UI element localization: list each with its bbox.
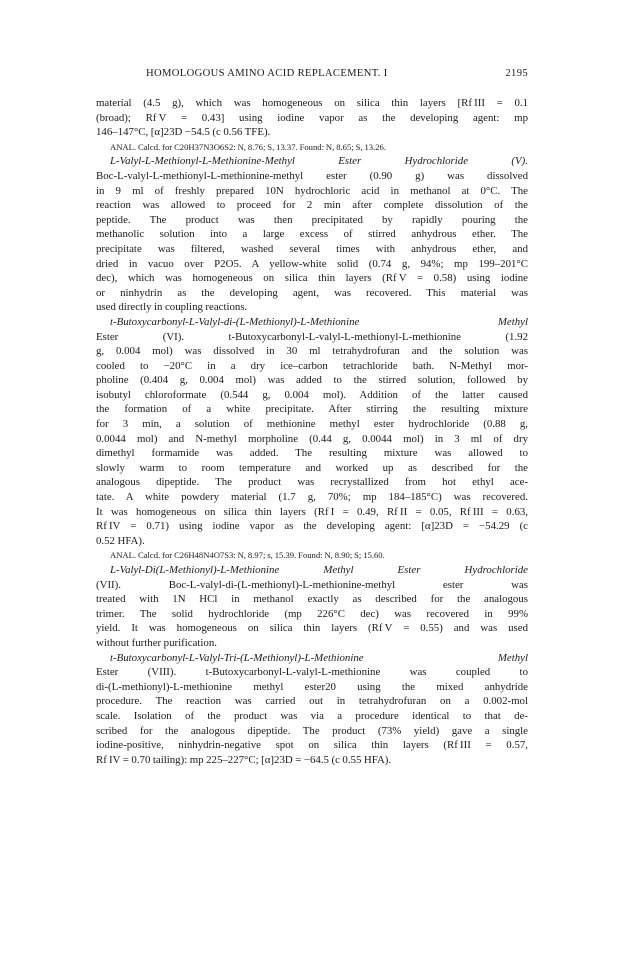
- paragraph-material: [96, 96, 528, 140]
- text-line: for 3 min, a solution of methionine methyl ester hydrochloride (0.88 g,: [96, 418, 528, 431]
- analysis-line-2: ANAL. Calcd. for C26H48N4O7S3: N, 8.97; s, 15.39. Found: N, 8.90; S; 15.60.: [110, 550, 385, 561]
- text-line: the formation of a white precipitate. After stirring the resulting mixture: [96, 403, 528, 416]
- text-line: g, 0.004 mol) was dissolved in 30 ml tetrahydrofuran and the solution was: [96, 345, 528, 358]
- paragraph-compound-vi: [96, 315, 528, 549]
- text-line: peptide. The product was then precipitated by rapidly pouring the: [96, 213, 528, 226]
- text-line: in 9 ml of freshly prepared 10N hydrochloric acid in methanol at 0°C. The: [96, 184, 528, 197]
- text-line: analogous dipeptide. The product was recrystallized from hot ethyl ace-: [96, 476, 528, 489]
- text-line: Rf IV = 0.70 tailing): mp 225–227°C; [α]23D = −64.5 (c 0.55 HFA).: [96, 753, 392, 766]
- text-line: or ninhydrin as the developing agent, was recovered. This material was: [96, 286, 528, 299]
- text-line: used directly in coupling reactions.: [96, 301, 248, 314]
- text-line: Ester (VI). t-Butoxycarbonyl-L-valyl-L-methionyl-L-methionine (1.92: [96, 330, 528, 343]
- text-line: pholine (0.404 g, 0.004 mol) was added to the stirred solution, followed by: [96, 374, 528, 387]
- paragraph-compound-v: [96, 154, 528, 315]
- text-line: iodine-positive, ninhydrin-negative spot on silica thin layers (Rf III = 0.57,: [96, 739, 528, 752]
- article-body: [96, 96, 528, 767]
- text-line: slowly warm to room temperature and worked up as described for the: [96, 461, 528, 474]
- text-line: dec), which was homogeneous on silica thin layers (Rf V = 0.58) using iodine: [96, 272, 528, 285]
- compound-heading-viii: t-Butoxycarbonyl-L-Valyl-Tri-(L-Methionyl)-L-Methionine Methyl: [110, 651, 528, 664]
- text-line: (VII). Boc-L-valyl-di-(L-methionyl)-L-methionine-methyl ester was: [96, 578, 528, 591]
- text-line: dried in vacuo over P2O5. A yellow-white solid (0.74 g, 94%; mp 199–201°C: [96, 257, 528, 270]
- text-line: without further purification.: [96, 636, 217, 649]
- compound-heading-vii: L-Valyl-Di(L-Methionyl)-L-Methionine Methyl Ester Hydrochloride: [110, 564, 528, 576]
- text-line: dimethyl formamide was added. The resulting mixture was allowed to: [96, 447, 528, 460]
- page-number: 2195: [505, 68, 528, 79]
- text-line: methanolic solution into a large excess of stirred anhydrous ether. The: [96, 228, 528, 241]
- text-line: (broad); Rf V = 0.43] using iodine vapor as the developing agent: mp: [96, 111, 528, 124]
- text-line: 146–147°C, [α]23D −54.5 (c 0.56 TFE).: [96, 126, 271, 139]
- text-line: reaction was allowed to proceed for 2 min after complete dissolution of the: [96, 199, 528, 212]
- running-title: HOMOLOGOUS AMINO ACID REPLACEMENT. I: [146, 68, 388, 79]
- text-line: treated with 1N HCl in methanol exactly as described for the analogous: [96, 593, 528, 606]
- text-line: material (4.5 g), which was homogeneous on silica thin layers [Rf III = 0.1: [96, 97, 528, 109]
- running-header: [96, 68, 528, 84]
- text-line: scale. Isolation of the product was via a procedure identical to that de-: [96, 709, 528, 722]
- text-line: procedure. The reaction was carried out in tetrahydrofuran on a 0.002-mol: [96, 695, 528, 708]
- text-line: trimer. The solid hydrochloride (mp 226°C dec) was recovered in 99%: [96, 607, 528, 620]
- text-line: precipitate was filtered, washed several times with anhydrous ether, and: [96, 242, 528, 255]
- paragraph-compound-vii: [96, 563, 528, 651]
- compound-heading-v: L-Valyl-L-Methionyl-L-Methionine-Methyl Ester Hydrochloride (V).: [110, 155, 528, 168]
- text-line: scribed for the analogous dipeptide. The product (73% yield) gave a single: [96, 724, 528, 737]
- text-line: Ester (VIII). t-Butoxycarbonyl-L-valyl-L-methionine was coupled to: [96, 666, 528, 679]
- analysis-line-1: ANAL. Calcd. for C20H37N3O6S2: N, 8.76; S, 13.37. Found: N, 8.65; S, 13.26.: [110, 141, 386, 152]
- text-line: 0.52 HFA).: [96, 534, 145, 547]
- text-line: Boc-L-valyl-L-methionyl-L-methionine-methyl ester (0.90 g) was dissolved: [96, 169, 528, 182]
- text-line: 0.0044 mol) and N-methyl morpholine (0.44 g, 0.0044 mol) in 3 ml of dry: [96, 432, 528, 445]
- text-line: isobutyl chloroformate (0.544 g, 0.004 mol). Addition of the latter caused: [96, 388, 528, 401]
- paragraph-compound-viii: [96, 651, 528, 768]
- journal-page: [96, 68, 528, 767]
- text-line: di-(L-methionyl)-L-methionine methyl ester20 using the mixed anhydride: [96, 680, 528, 693]
- text-line: Rf IV = 0.71) using iodine vapor as the developing agent: [α]23D = −54.29 (c: [96, 520, 528, 533]
- compound-heading-vi: t-Butoxycarbonyl-L-Valyl-di-(L-Methionyl)-L-Methionine Methyl: [110, 315, 528, 328]
- text-line: cooled to −20°C in a dry ice–carbon tetrachloride bath. N-Methyl mor-: [96, 359, 528, 372]
- text-line: yield. It was homogeneous on silica thin layers (Rf V = 0.55) and was used: [96, 622, 528, 635]
- text-line: It was homogeneous on silica thin layers (Rf I = 0.49, Rf II = 0.05, Rf III = 0.63,: [96, 505, 528, 518]
- text-line: tate. A white powdery material (1.7 g, 70%; mp 184–185°C) was recovered.: [96, 491, 528, 504]
